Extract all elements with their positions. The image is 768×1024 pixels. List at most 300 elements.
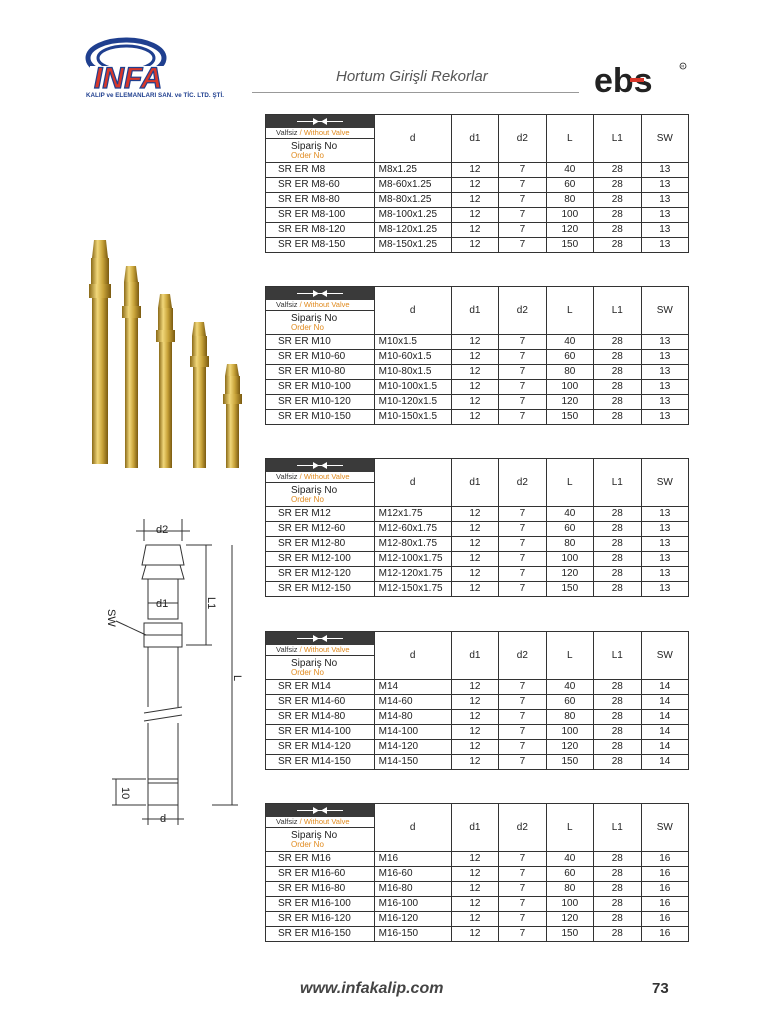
value-cell: 7 — [499, 163, 546, 178]
brand-subtitle: KALIP ve ELEMANLARI SAN. ve TİC. LTD. ŞTİ. — [86, 92, 225, 99]
value-cell: 13 — [641, 223, 688, 238]
valve-symbol — [266, 287, 374, 300]
column-header-d: d — [374, 632, 451, 680]
value-cell: 13 — [641, 238, 688, 253]
value-cell: 16 — [641, 897, 688, 912]
table-row — [266, 567, 689, 582]
value-cell: 28 — [594, 238, 641, 253]
order-code-cell: SR ER M8-120 — [266, 223, 375, 238]
table-row — [266, 740, 689, 755]
value-cell: 28 — [594, 897, 641, 912]
value-cell: 16 — [641, 912, 688, 927]
value-cell: 7 — [499, 365, 546, 380]
value-cell: M10-60x1.5 — [374, 350, 451, 365]
value-cell: 7 — [499, 582, 546, 597]
value-cell: 12 — [451, 395, 498, 410]
value-cell: 13 — [641, 350, 688, 365]
value-cell: 28 — [594, 380, 641, 395]
value-cell: M16 — [374, 852, 451, 867]
value-cell: 28 — [594, 537, 641, 552]
column-header-l1: L1 — [594, 804, 641, 852]
value-cell: M16-100 — [374, 897, 451, 912]
svg-text:ebs: ebs — [594, 62, 653, 100]
table-row — [266, 710, 689, 725]
spec-table — [265, 286, 689, 425]
table-row — [266, 897, 689, 912]
order-label-tr: Sipariş No — [291, 485, 338, 496]
value-cell: 12 — [451, 365, 498, 380]
value-cell: M12-100x1.75 — [374, 552, 451, 567]
value-cell: 28 — [594, 350, 641, 365]
value-cell: 12 — [451, 867, 498, 882]
value-cell: 28 — [594, 755, 641, 770]
connector-120 — [122, 266, 141, 468]
value-cell: 28 — [594, 695, 641, 710]
table-row — [266, 537, 689, 552]
value-cell: 12 — [451, 208, 498, 223]
table-row — [266, 350, 689, 365]
order-header-cell — [266, 459, 375, 507]
value-cell: 40 — [546, 335, 593, 350]
value-cell: 7 — [499, 537, 546, 552]
value-cell: 12 — [451, 537, 498, 552]
table-row — [266, 867, 689, 882]
value-cell: M16-150 — [374, 927, 451, 942]
table-header-row — [266, 632, 689, 680]
valve-arrows-icon — [295, 289, 345, 298]
value-cell: 7 — [499, 507, 546, 522]
value-cell: 7 — [499, 238, 546, 253]
valve-label-tr: Valfsiz — [276, 300, 298, 309]
value-cell: 12 — [451, 912, 498, 927]
order-code-cell: SR ER M10 — [266, 335, 375, 350]
value-cell: 14 — [641, 710, 688, 725]
value-cell: 80 — [546, 537, 593, 552]
value-cell: 12 — [451, 695, 498, 710]
label-SW: SW — [105, 609, 117, 627]
value-cell: 13 — [641, 410, 688, 425]
value-cell: 13 — [641, 537, 688, 552]
value-cell: 12 — [451, 552, 498, 567]
value-cell: 14 — [641, 725, 688, 740]
value-cell: 12 — [451, 507, 498, 522]
order-code-cell: SR ER M8-60 — [266, 178, 375, 193]
svg-text:INFA: INFA — [94, 62, 163, 95]
value-cell: 7 — [499, 567, 546, 582]
order-code-cell: SR ER M12 — [266, 507, 375, 522]
value-cell: 100 — [546, 897, 593, 912]
column-header-l: L — [546, 459, 593, 507]
order-code-cell: SR ER M16-80 — [266, 882, 375, 897]
value-cell: 40 — [546, 852, 593, 867]
value-cell: 13 — [641, 208, 688, 223]
order-label-tr: Sipariş No — [291, 313, 338, 324]
column-header-l1: L1 — [594, 632, 641, 680]
value-cell: 28 — [594, 680, 641, 695]
order-code-cell: SR ER M16-120 — [266, 912, 375, 927]
label-d: d — [160, 813, 167, 825]
value-cell: M8-80x1.25 — [374, 193, 451, 208]
connector-40 — [223, 364, 242, 468]
value-cell: 100 — [546, 208, 593, 223]
valve-arrows-icon — [295, 117, 345, 126]
technical-drawing — [96, 515, 256, 830]
spec-table — [265, 631, 689, 770]
value-cell: 28 — [594, 740, 641, 755]
value-cell: 12 — [451, 335, 498, 350]
value-cell: 28 — [594, 852, 641, 867]
value-cell: 7 — [499, 395, 546, 410]
value-cell: 7 — [499, 522, 546, 537]
order-code-cell: SR ER M14 — [266, 680, 375, 695]
table-row — [266, 223, 689, 238]
spec-table — [265, 114, 689, 253]
table-row — [266, 395, 689, 410]
value-cell: 100 — [546, 725, 593, 740]
order-code-cell: SR ER M8-150 — [266, 238, 375, 253]
value-cell: 28 — [594, 567, 641, 582]
column-header-sw: SW — [641, 632, 688, 680]
column-header-d: d — [374, 459, 451, 507]
valve-arrows-icon — [295, 634, 345, 643]
column-header-l: L — [546, 287, 593, 335]
value-cell: 7 — [499, 208, 546, 223]
valve-arrows-icon — [295, 461, 345, 470]
value-cell: 150 — [546, 927, 593, 942]
table-row — [266, 335, 689, 350]
value-cell: 12 — [451, 680, 498, 695]
column-header-l1: L1 — [594, 459, 641, 507]
value-cell: 120 — [546, 223, 593, 238]
order-code-cell: SR ER M8-100 — [266, 208, 375, 223]
value-cell: 28 — [594, 882, 641, 897]
column-header-l1: L1 — [594, 115, 641, 163]
value-cell: 12 — [451, 350, 498, 365]
value-cell: 13 — [641, 193, 688, 208]
value-cell: 13 — [641, 163, 688, 178]
label-L1: L1 — [205, 597, 217, 610]
valve-sep: / — [297, 128, 304, 137]
value-cell: 12 — [451, 897, 498, 912]
value-cell: 13 — [641, 552, 688, 567]
valve-label-tr: Valfsiz — [276, 472, 298, 481]
svg-text:R: R — [681, 63, 685, 69]
value-cell: M8-60x1.25 — [374, 178, 451, 193]
value-cell: M12-60x1.75 — [374, 522, 451, 537]
page-title: Hortum Girişli Rekorlar — [336, 68, 488, 85]
order-label-en: Order No — [291, 495, 324, 504]
value-cell: 14 — [641, 695, 688, 710]
value-cell: M10-120x1.5 — [374, 395, 451, 410]
valve-symbol — [266, 632, 374, 645]
table-row — [266, 680, 689, 695]
table-header-row — [266, 115, 689, 163]
value-cell: 7 — [499, 680, 546, 695]
value-cell: 28 — [594, 912, 641, 927]
value-cell: 150 — [546, 755, 593, 770]
value-cell: M8-150x1.25 — [374, 238, 451, 253]
value-cell: 80 — [546, 882, 593, 897]
order-code-cell: SR ER M10-80 — [266, 365, 375, 380]
value-cell: 13 — [641, 567, 688, 582]
value-cell: 7 — [499, 882, 546, 897]
table-header-row — [266, 287, 689, 335]
value-cell: M14 — [374, 680, 451, 695]
table-row — [266, 912, 689, 927]
value-cell: 60 — [546, 867, 593, 882]
value-cell: 7 — [499, 410, 546, 425]
order-header-cell — [266, 115, 375, 163]
valve-label-en: Without Valve — [303, 472, 350, 481]
valve-arrows-icon — [295, 806, 345, 815]
order-label-en: Order No — [291, 840, 324, 849]
table-row — [266, 238, 689, 253]
value-cell: M14-150 — [374, 755, 451, 770]
value-cell: 120 — [546, 395, 593, 410]
table-row — [266, 380, 689, 395]
column-header-d: d — [374, 287, 451, 335]
value-cell: 12 — [451, 567, 498, 582]
value-cell: 28 — [594, 552, 641, 567]
valve-symbol — [266, 459, 374, 472]
order-code-cell: SR ER M12-100 — [266, 552, 375, 567]
value-cell: 12 — [451, 522, 498, 537]
table-row — [266, 507, 689, 522]
value-cell: 7 — [499, 193, 546, 208]
value-cell: M16-80 — [374, 882, 451, 897]
connector-150 — [89, 240, 111, 464]
valve-sep: / — [297, 645, 304, 654]
order-code-cell: SR ER M10-150 — [266, 410, 375, 425]
order-header-cell — [266, 632, 375, 680]
value-cell: 12 — [451, 163, 498, 178]
value-cell: 28 — [594, 208, 641, 223]
value-cell: 13 — [641, 395, 688, 410]
order-code-cell: SR ER M10-120 — [266, 395, 375, 410]
value-cell: 12 — [451, 223, 498, 238]
value-cell: 12 — [451, 380, 498, 395]
value-cell: 13 — [641, 522, 688, 537]
value-cell: 12 — [451, 710, 498, 725]
value-cell: M8-120x1.25 — [374, 223, 451, 238]
value-cell: 12 — [451, 740, 498, 755]
column-header-d2: d2 — [499, 459, 546, 507]
column-header-l1: L1 — [594, 287, 641, 335]
table-row — [266, 755, 689, 770]
value-cell: 120 — [546, 567, 593, 582]
value-cell: 40 — [546, 680, 593, 695]
order-code-cell: SR ER M10-100 — [266, 380, 375, 395]
order-label-tr: Sipariş No — [291, 830, 338, 841]
value-cell: 28 — [594, 193, 641, 208]
table-row — [266, 163, 689, 178]
value-cell: M8x1.25 — [374, 163, 451, 178]
value-cell: 13 — [641, 582, 688, 597]
column-header-d1: d1 — [451, 287, 498, 335]
order-code-cell: SR ER M14-60 — [266, 695, 375, 710]
valve-label-tr: Valfsiz — [276, 645, 298, 654]
value-cell: 13 — [641, 335, 688, 350]
value-cell: M14-60 — [374, 695, 451, 710]
valve-label-en: Without Valve — [303, 300, 350, 309]
value-cell: 12 — [451, 582, 498, 597]
table-row — [266, 582, 689, 597]
value-cell: 7 — [499, 335, 546, 350]
valve-sep: / — [297, 817, 304, 826]
label-ten: 10 — [119, 787, 131, 800]
value-cell: 150 — [546, 582, 593, 597]
column-header-l: L — [546, 115, 593, 163]
column-header-sw: SW — [641, 287, 688, 335]
value-cell: 28 — [594, 395, 641, 410]
column-header-d: d — [374, 115, 451, 163]
order-code-cell: SR ER M8-80 — [266, 193, 375, 208]
order-header-cell — [266, 804, 375, 852]
valve-symbol — [266, 804, 374, 817]
connector-100 — [156, 294, 175, 468]
value-cell: 14 — [641, 755, 688, 770]
value-cell: 13 — [641, 507, 688, 522]
value-cell: M10-80x1.5 — [374, 365, 451, 380]
order-code-cell: SR ER M12-60 — [266, 522, 375, 537]
order-label-tr: Sipariş No — [291, 658, 338, 669]
value-cell: 13 — [641, 365, 688, 380]
value-cell: 7 — [499, 725, 546, 740]
value-cell: 7 — [499, 740, 546, 755]
value-cell: 12 — [451, 852, 498, 867]
value-cell: 28 — [594, 178, 641, 193]
value-cell: 12 — [451, 178, 498, 193]
value-cell: 7 — [499, 852, 546, 867]
order-code-cell: SR ER M8 — [266, 163, 375, 178]
value-cell: 7 — [499, 755, 546, 770]
valve-label-en: Without Valve — [303, 817, 350, 826]
value-cell: 16 — [641, 852, 688, 867]
table-row — [266, 208, 689, 223]
value-cell: M12-150x1.75 — [374, 582, 451, 597]
page-number: 73 — [652, 980, 669, 997]
order-code-cell: SR ER M16 — [266, 852, 375, 867]
value-cell: 100 — [546, 552, 593, 567]
value-cell: 12 — [451, 725, 498, 740]
footer-url[interactable]: www.infakalip.com — [300, 980, 444, 997]
value-cell: 7 — [499, 552, 546, 567]
order-label-en: Order No — [291, 323, 324, 332]
column-header-d2: d2 — [499, 632, 546, 680]
column-header-sw: SW — [641, 804, 688, 852]
order-code-cell: SR ER M16-60 — [266, 867, 375, 882]
order-header-cell — [266, 287, 375, 335]
value-cell: 28 — [594, 507, 641, 522]
ebs-logo — [592, 60, 688, 100]
spec-table — [265, 458, 689, 597]
value-cell: 7 — [499, 912, 546, 927]
value-cell: 14 — [641, 740, 688, 755]
value-cell: 12 — [451, 238, 498, 253]
value-cell: 7 — [499, 927, 546, 942]
order-code-cell: SR ER M14-80 — [266, 710, 375, 725]
label-d2: d2 — [156, 524, 169, 536]
value-cell: 120 — [546, 912, 593, 927]
value-cell: M14-100 — [374, 725, 451, 740]
order-code-cell: SR ER M16-150 — [266, 927, 375, 942]
value-cell: 28 — [594, 522, 641, 537]
table-row — [266, 193, 689, 208]
value-cell: 16 — [641, 867, 688, 882]
value-cell: M14-120 — [374, 740, 451, 755]
table-row — [266, 365, 689, 380]
value-cell: 7 — [499, 695, 546, 710]
value-cell: 28 — [594, 163, 641, 178]
table-row — [266, 695, 689, 710]
column-header-d2: d2 — [499, 115, 546, 163]
order-label-en: Order No — [291, 151, 324, 160]
table-row — [266, 852, 689, 867]
value-cell: 7 — [499, 897, 546, 912]
title-rule — [252, 92, 579, 93]
table-header-row — [266, 804, 689, 852]
order-code-cell: SR ER M14-120 — [266, 740, 375, 755]
spec-table — [265, 803, 689, 942]
table-row — [266, 882, 689, 897]
value-cell: 28 — [594, 223, 641, 238]
value-cell: 28 — [594, 927, 641, 942]
connector-80 — [190, 322, 209, 468]
value-cell: 28 — [594, 710, 641, 725]
order-label-tr: Sipariş No — [291, 141, 338, 152]
value-cell: 7 — [499, 380, 546, 395]
column-header-l: L — [546, 632, 593, 680]
value-cell: 28 — [594, 335, 641, 350]
infa-logo — [84, 36, 234, 100]
table-row — [266, 552, 689, 567]
product-photo — [80, 228, 252, 476]
value-cell: 40 — [546, 507, 593, 522]
table-header-row — [266, 459, 689, 507]
value-cell: M12x1.75 — [374, 507, 451, 522]
value-cell: 120 — [546, 740, 593, 755]
value-cell: 14 — [641, 680, 688, 695]
value-cell: 12 — [451, 193, 498, 208]
valve-label-en: Without Valve — [303, 645, 350, 654]
label-d1: d1 — [156, 598, 169, 610]
table-row — [266, 927, 689, 942]
value-cell: M12-80x1.75 — [374, 537, 451, 552]
value-cell: 150 — [546, 410, 593, 425]
order-code-cell: SR ER M12-120 — [266, 567, 375, 582]
order-code-cell: SR ER M16-100 — [266, 897, 375, 912]
value-cell: 60 — [546, 695, 593, 710]
column-header-sw: SW — [641, 459, 688, 507]
value-cell: M10-100x1.5 — [374, 380, 451, 395]
column-header-d2: d2 — [499, 804, 546, 852]
column-header-d1: d1 — [451, 632, 498, 680]
value-cell: 28 — [594, 582, 641, 597]
value-cell: 7 — [499, 710, 546, 725]
value-cell: 7 — [499, 350, 546, 365]
column-header-d: d — [374, 804, 451, 852]
value-cell: 12 — [451, 927, 498, 942]
value-cell: M10-150x1.5 — [374, 410, 451, 425]
value-cell: 13 — [641, 178, 688, 193]
value-cell: M12-120x1.75 — [374, 567, 451, 582]
valve-symbol — [266, 115, 374, 128]
value-cell: 7 — [499, 178, 546, 193]
value-cell: 12 — [451, 882, 498, 897]
value-cell: M10x1.5 — [374, 335, 451, 350]
column-header-d1: d1 — [451, 804, 498, 852]
table-row — [266, 178, 689, 193]
